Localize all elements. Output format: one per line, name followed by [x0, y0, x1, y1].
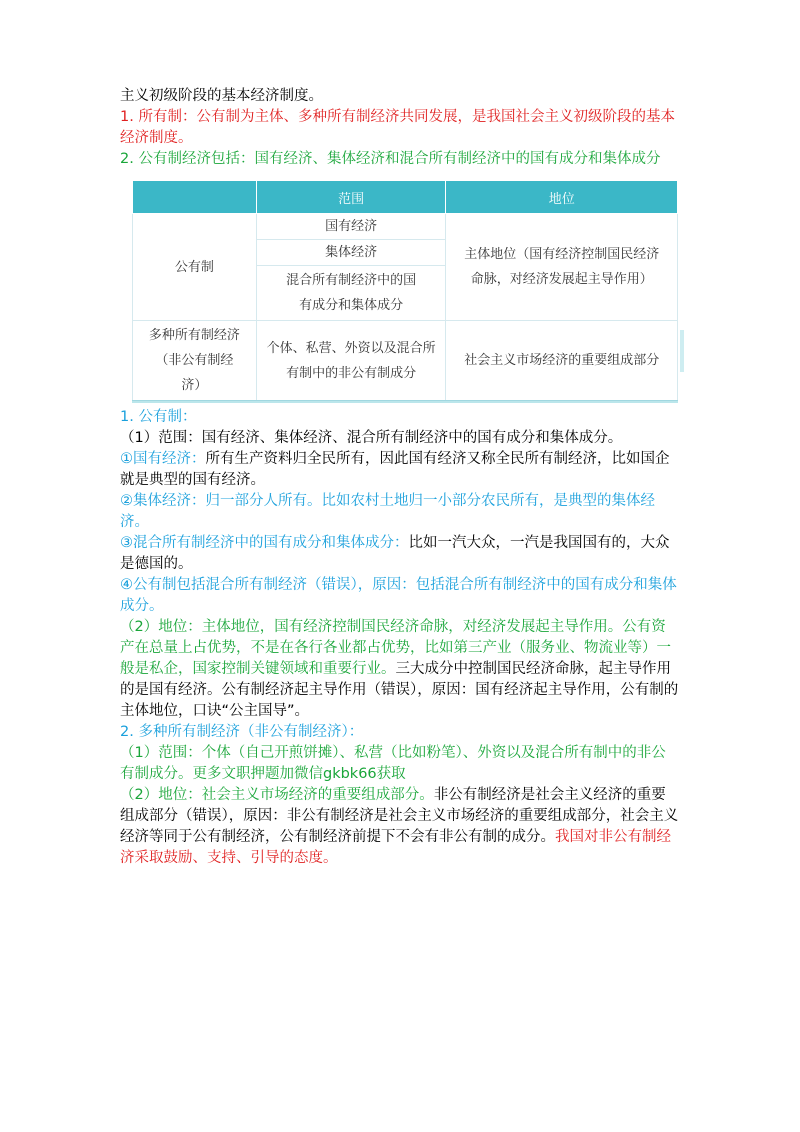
header-status: 地位 [446, 181, 678, 214]
intro-line: 主义初级阶段的基本经济制度。 [120, 88, 323, 104]
document-page [120, 86, 680, 869]
section-2-status-label: （2）地位：社会主义市场经济的重要组成部分。 [120, 787, 434, 803]
section-2-status-black: 非公有制经济是社会主义经济的重要组成部分（错误），原因：非公有制经济是社会主义市场经济的重要组成部分，社会主义经济等同于公有制经济，公有制经济前提下不会有非公有制的成分。 [120, 787, 679, 845]
state-economy-item [120, 449, 680, 491]
nonpublic-scope-cell: 个体、私营、外资以及混合所有制中的非公有制成分 [256, 321, 446, 401]
nonpublic-status-cell: 社会主义市场经济的重要组成部分 [446, 321, 678, 401]
public-economy-definition: 2. 公有制经济包括：国有经济、集体经济和混合所有制经济中的国有成分和集体成分 [120, 151, 661, 167]
public-status-cell: 主体地位（国有经济控制国民经济命脉，对经济发展起主导作用） [446, 214, 678, 321]
table-side-edge [680, 330, 684, 372]
section-1-status-black: 三大成分中控制国民经济命脉，起主导作用的是国有经济。公有制经济起主导作用（错误），原因：国有经济起主导作用，公有制的主体地位，口诀“公主国导”。 [120, 661, 679, 719]
scope-cell: 混合所有制经济中的国有成分和集体成分 [256, 266, 446, 321]
table-header-row [133, 181, 678, 214]
header-empty [133, 181, 257, 214]
section-1-status [120, 617, 680, 722]
table-bottom-edge [132, 400, 678, 403]
state-economy-label: ①国有经济： [120, 451, 206, 467]
nonpublic-label-cell: 多种所有制经济（非公有制经济） [133, 321, 257, 401]
collective-economy-item: ②集体经济：归一部分人所有。比如农村土地归一小部分农民所有，是典型的集体经济。 [120, 493, 655, 530]
section-1-status-green: （2）地位：主体地位，国有经济控制国民经济命脉，对经济发展起主导作用。公有资产在总量上占优势，不是在各行各业都占优势，比如第三产业（服务业、物流业等）一般是私企，国家控制关键领域和重要行业。 [120, 619, 671, 677]
scope-cell: 国有经济 [256, 214, 446, 240]
mixed-economy-item [120, 533, 680, 575]
section-2-title: 2. 多种所有制经济（非公有制经济）： [120, 724, 364, 740]
ownership-table-image [132, 180, 690, 401]
section-2-scope: （1）范围：个体（自己开煎饼摊）、私营（比如粉笔）、外资以及混合所有制中的非公有制成分。更多文职押题加微信gkbk66获取 [120, 745, 666, 782]
table-row [133, 214, 678, 240]
ownership-table [132, 180, 678, 401]
section-2-status [120, 785, 680, 869]
section-1-scope: （1）范围：国有经济、集体经济、混合所有制经济中的国有成分和集体成分。 [120, 430, 623, 446]
section-2-status-red: 我国对非公有制经济采取鼓励、支持、引导的态度。 [120, 829, 671, 866]
ownership-definition: 1. 所有制：公有制为主体、多种所有制经济共同发展，是我国社会主义初级阶段的基本经济制度。 [120, 109, 675, 146]
mixed-economy-text: 比如一汽大众，一汽是我国国有的，大众是德国的。 [120, 535, 670, 572]
public-note-item: ④公有制包括混合所有制经济（错误），原因：包括混合所有制经济中的国有成分和集体成分。 [120, 577, 677, 614]
section-1-title: 1. 公有制： [120, 409, 197, 425]
state-economy-text: 所有生产资料归全民所有，因此国有经济又称全民所有制经济，比如国企就是典型的国有经济。 [120, 451, 670, 488]
mixed-economy-label: ③混合所有制经济中的国有成分和集体成分： [120, 535, 409, 551]
scope-cell: 集体经济 [256, 240, 446, 266]
header-scope: 范围 [256, 181, 446, 214]
table-row [133, 321, 678, 401]
public-label-cell: 公有制 [133, 214, 257, 321]
